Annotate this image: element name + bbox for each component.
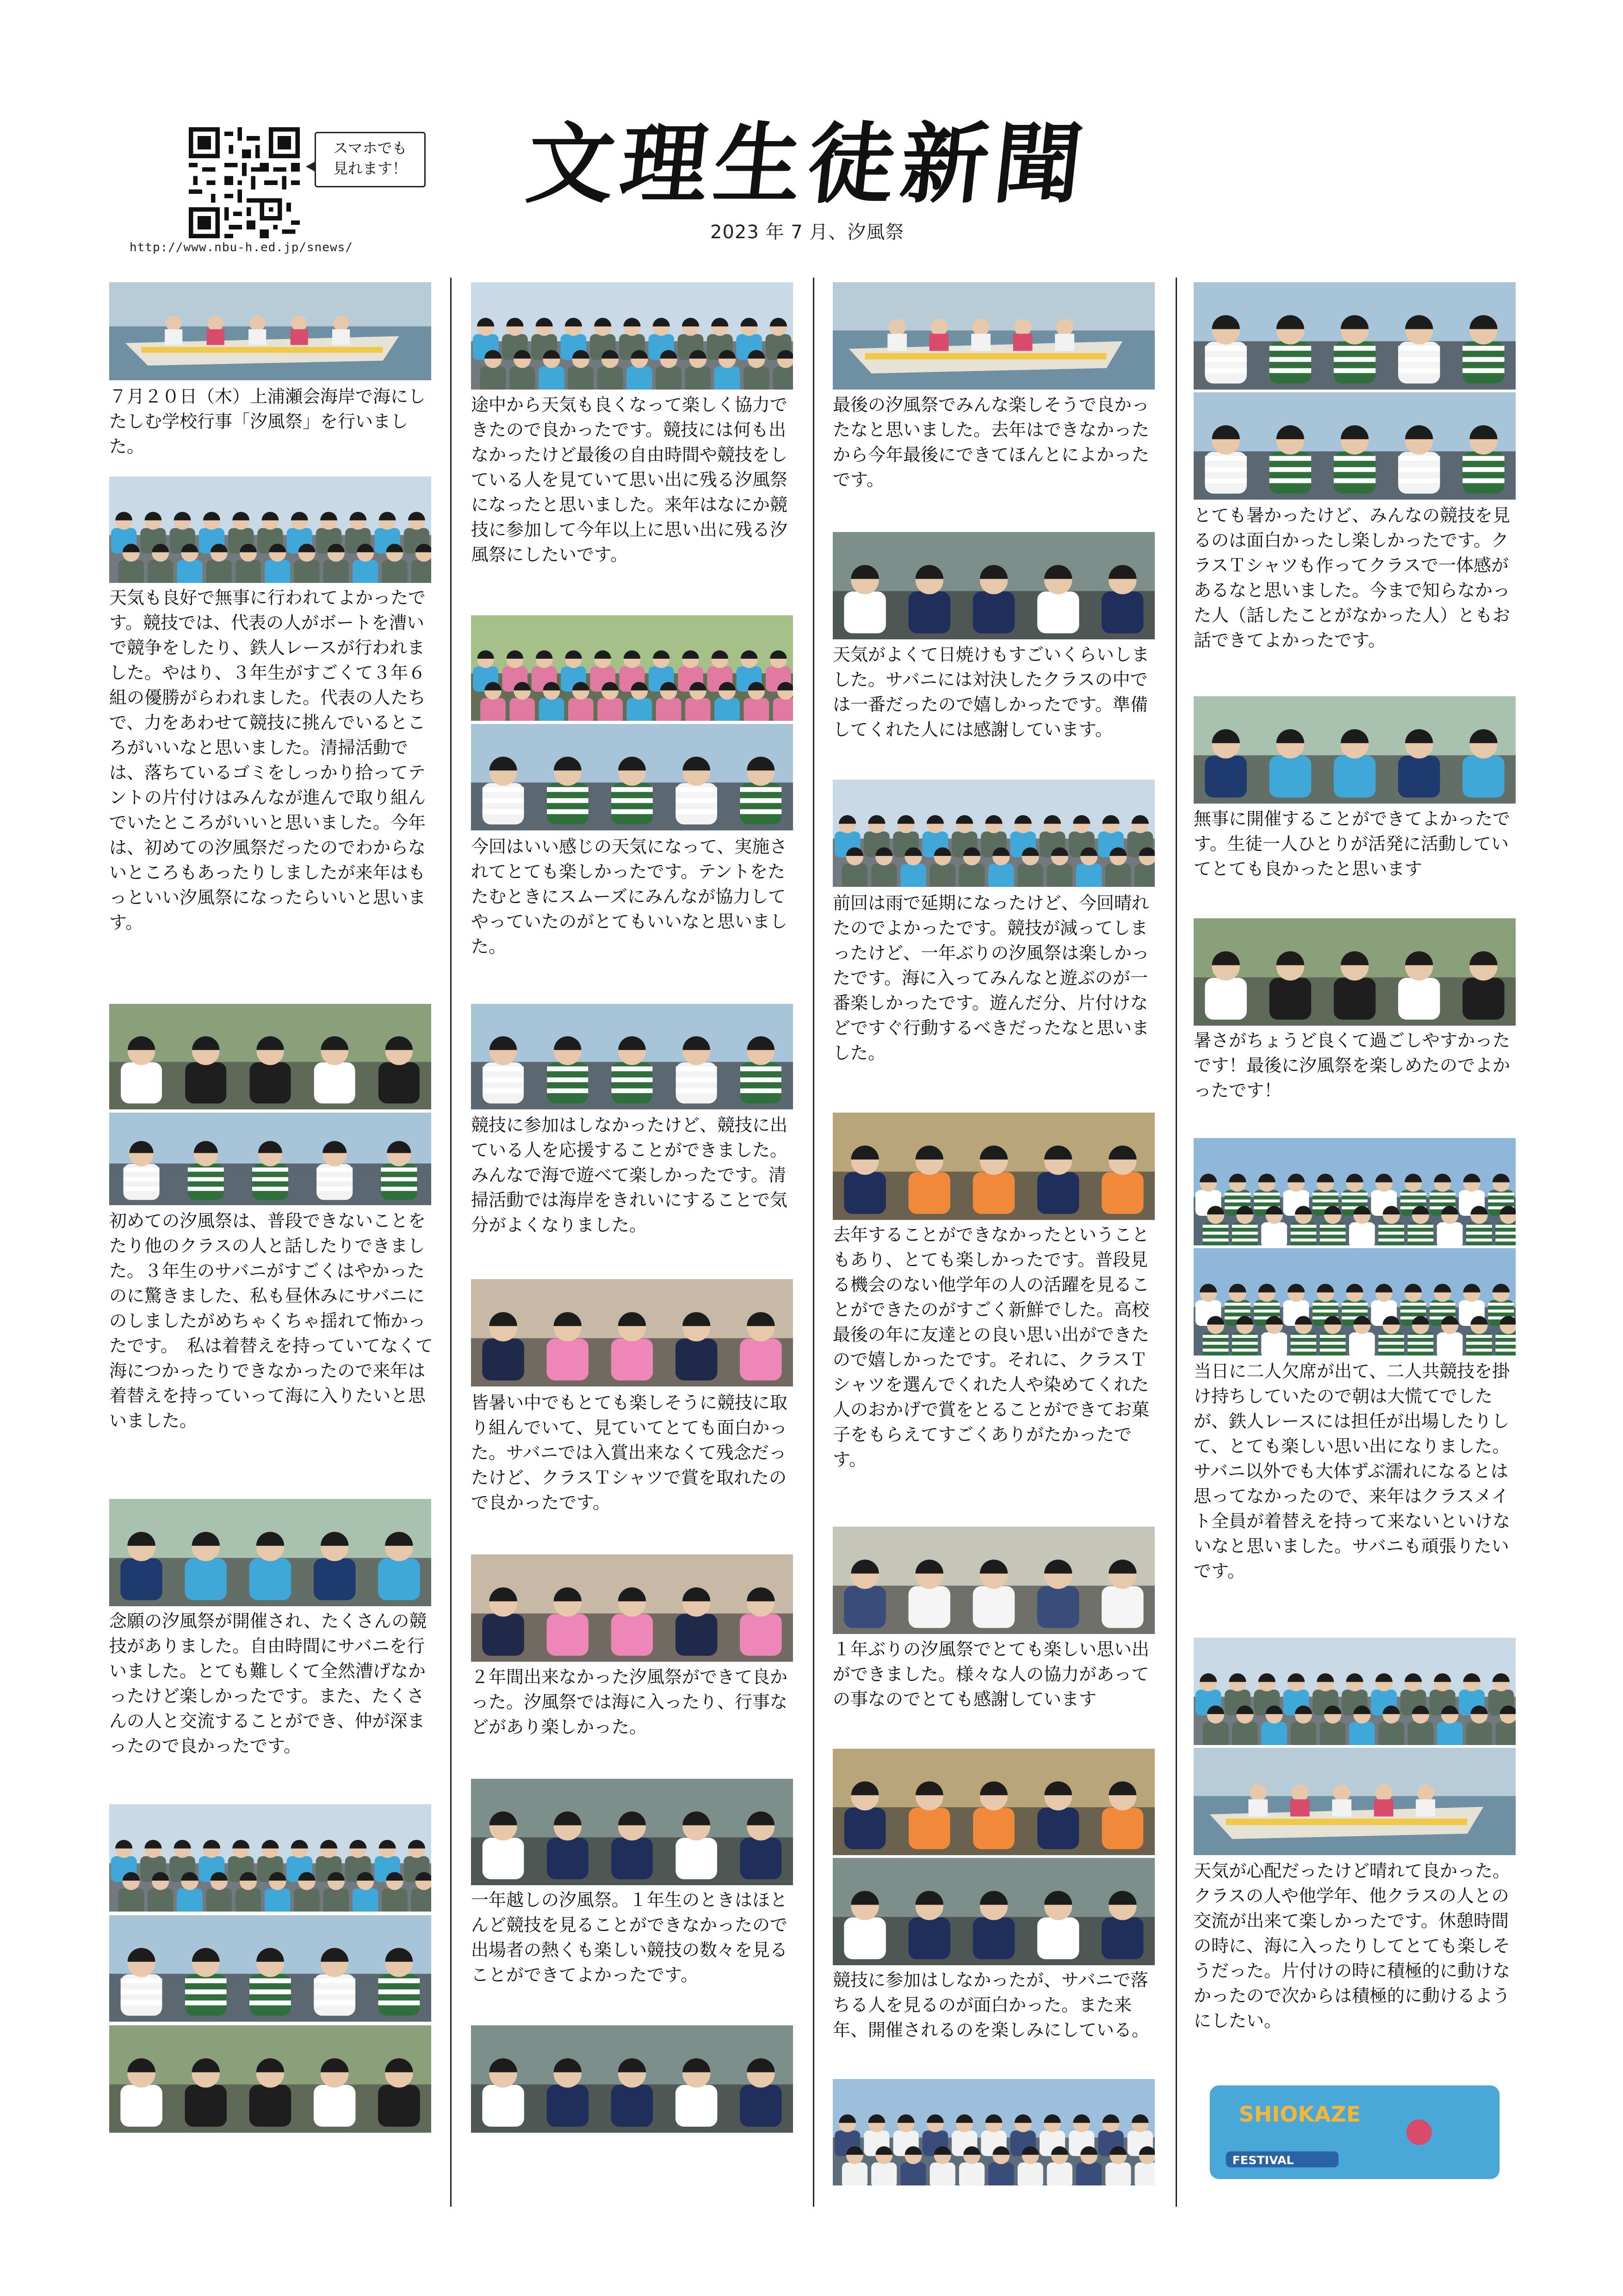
article-text: 天気がよくて日焼けもすごいくらいしました。サバニには対決したクラスの中では一番だったので嬉しかったです。準備してくれた人には感謝しています。 <box>833 644 1150 740</box>
issue-subtitle: 2023 年 7 月、汐風祭 <box>710 222 904 243</box>
photo-students <box>471 724 793 830</box>
photo-students <box>833 780 1155 887</box>
article-text: 当日に二人欠席が出て、二人共競技を掛け持ちしていたので朝は大慌てでしたが、鉄人レースには担任が出場したりして、とても楽しい思い出になりました。サバニ以外でも大体ずぶ濡れになるとは思ってなかったので、来年はクラスメイト全員が着替えを持って来ないといけないなと思いました。サバニも頑張りたいです。 <box>1194 1361 1511 1581</box>
photo-students <box>833 532 1155 639</box>
article-text: 天気も良好で無事に行われてよかったです。競技では、代表の人がボートを漕いで競争をしたり、鉄人レースが行われました。やはり、３年生がすごくて３年６組の優勝がらわれました。代表の人たちで、力をあわせて競技に挑んでいるところがいいなと思いました。清掃活動では、落ちているゴミをしっかり拾ってテントの片付けはみんなが進んで取り組んでいたところがいいと思いました。今年は、初めての汐風祭だったのでわからないところもあったりしましたが来年はもっといい汐風祭になったらいいと思います。 <box>109 588 426 933</box>
photo-image <box>833 1858 1155 1965</box>
photo-image <box>109 282 431 380</box>
photo-students <box>109 1004 431 1109</box>
photo-image <box>471 2025 793 2133</box>
photo-boat-race <box>1194 1748 1516 1855</box>
photo-image <box>109 477 431 583</box>
photo-image <box>1194 1748 1516 1855</box>
photo-image <box>1194 918 1516 1026</box>
column-divider <box>1176 278 1177 2207</box>
photo-image <box>1194 696 1516 804</box>
photo-students <box>1194 918 1516 1026</box>
photo-boat-race <box>833 282 1155 390</box>
photo-image <box>471 615 793 721</box>
photo-students <box>833 1113 1155 1220</box>
column-divider <box>450 278 452 2207</box>
photo-image <box>833 1527 1155 1634</box>
article-text: 初めての汐風祭は、普段できないことをたり他のクラスの人と話したりできました。３年生のサバニがすごくはやかったのに驚きました、私も昼休みにサバニにのしましたがめちゃくちゃ揺れて怖かったです。 私は着替えを持っていてなくて海につかったりできなかったので来年は着替えを持っていって海に入りたいと思いました。 <box>109 1211 433 1431</box>
article-text: 暑さがちょうど良くて過ごしやすかったです！最後に汐風祭を楽しめたのでよかったです！ <box>1194 1030 1511 1101</box>
photo-students <box>471 1554 793 1662</box>
photo-students <box>1194 1248 1516 1355</box>
photo-students <box>109 1499 431 1606</box>
photo-image <box>833 2079 1155 2185</box>
qr-url[interactable]: http://www.nbu-h.ed.jp/snews/ <box>130 241 353 254</box>
photo-image <box>833 1749 1155 1855</box>
article-text: 無事に開催することができてよかったです。生徒一人ひとりが活発に活動していてとても良かったと思います <box>1194 809 1511 879</box>
article-text: 皆暑い中でもとても楽しそうに競技に取り組んでいて、見ていてとても面白かった。サバニでは入賞出来なくて残念だったけど、クラスＴシャツで賞を取れたので良かったです。 <box>471 1392 788 1513</box>
photo-students <box>471 282 793 390</box>
photo-students <box>109 1915 431 2022</box>
photo-image <box>833 282 1155 390</box>
photo-image <box>109 1004 431 1109</box>
photo-students <box>1194 282 1516 390</box>
photo-image <box>833 1113 1155 1220</box>
photo-image <box>109 2025 431 2133</box>
photo-image <box>833 780 1155 887</box>
photo-students <box>833 1858 1155 1965</box>
photo-students <box>471 1779 793 1885</box>
photo-students <box>109 1113 431 1205</box>
photo-students <box>109 2025 431 2133</box>
article-text: とても暑かったけど、みんなの競技を見るのは面白かったし楽しかったです。クラスＴシャツも作ってクラスで一体感があるなと思いました。今まで知らなかった人（話したことがなかった人）ともお話できてよかったです。 <box>1194 505 1511 650</box>
article-text: 一年越しの汐風祭。１年生のときはほとんど競技を見ることができなかったので出場者の熱くも楽しい競技の数々を見ることができてよかったです。 <box>471 1890 788 1985</box>
photo-image <box>833 532 1155 639</box>
banner-sign-text: SHIOKAZE <box>1239 2102 1361 2127</box>
photo-students <box>1194 1138 1516 1245</box>
photo-students <box>833 1527 1155 1634</box>
photo-students <box>833 2079 1155 2185</box>
photo-students <box>471 1004 793 1109</box>
article-text: 前回は雨で延期になったけど、今回晴れたのでよかったです。競技が減ってしまったけど、一年ぶりの汐風祭は楽しかったです。海に入ってみんなと遊ぶのが一番楽しかったです。遊んだ分、片付けなどですぐ行動するべきだったなと思いました。 <box>833 893 1150 1063</box>
article-text: 途中から天気も良くなって楽しく協力できたので良かったです。競技には何も出なかったけど最後の自由時間や競技をしている人を見ていて思い出に残る汐風祭になったと思いました。来年はなにか競技に参加して今年以上に思い出に残る汐風祭にしたいです。 <box>471 395 788 565</box>
photo-students <box>109 1804 431 1912</box>
qr-speech-bubble <box>315 132 426 187</box>
article-text: ７月２０日（木）上浦瀬会海岸で海にしたしむ学校行事「汐風祭」を行いました。 <box>109 386 426 457</box>
photo-class-group <box>109 477 431 583</box>
photo-boat-race <box>109 282 431 380</box>
article-text: 天気が心配だったけど晴れて良かった。クラスの人や他学年、他クラスの人との交流が出来て楽しかったです。休憩時間の時に、海に入ったりしてとても楽しそうだった。片付けの時に積極的に動けなかったので次からは積極的に動けるようにしたい。 <box>1194 1861 1511 2031</box>
photo-image <box>471 1554 793 1662</box>
article-text: ２年間出来なかった汐風祭ができて良かった。汐風祭では海に入ったり、行事などがあり楽しかった。 <box>471 1667 788 1737</box>
photo-image <box>471 282 793 390</box>
photo-image <box>1194 1638 1516 1745</box>
photo-image <box>109 1804 431 1912</box>
article-text: 去年することができなかったということもあり、とても楽しかったです。普段見る機会のない他学年の人の活躍を見ることができたのがすごく新鮮でした。高校最後の年に友達との良い思い出ができたので嬉しかったです。それに、クラスＴシャツを選んでくれた人や染めてくれた人のおかげで賞をとることができてお菓子をもらえてすごくありがたかったです。 <box>833 1225 1150 1470</box>
photo-image <box>1194 282 1516 390</box>
photo-image <box>109 1113 431 1205</box>
photo-students <box>1194 392 1516 500</box>
photo-image <box>471 1279 793 1386</box>
newspaper-title: 文理生徒新聞 <box>522 113 1094 215</box>
photo-students <box>833 1749 1155 1855</box>
photo-image <box>1194 392 1516 500</box>
photo-image <box>109 1499 431 1606</box>
photo-image <box>471 1004 793 1109</box>
photo-students <box>471 1279 793 1386</box>
photo-image <box>471 1779 793 1885</box>
column-divider <box>813 278 814 2207</box>
photo-image <box>1194 2079 1516 2185</box>
article-text: 最後の汐風祭でみんな楽しそうで良かったなと思いました。去年はできなかったから今年最後にできてほんとによかったです。 <box>833 395 1150 490</box>
photo-students <box>1194 696 1516 804</box>
article-text: 今回はいい感じの天気になって、実施されてとても楽しかったです。テントをたたむときにスムーズにみんなが協力してやっていたのがとてもいいなと思いました。 <box>471 836 788 957</box>
photo-image <box>471 724 793 830</box>
photo-students <box>1194 1638 1516 1745</box>
banner-festival-text: FESTIVAL <box>1232 2154 1294 2167</box>
qr-code <box>189 127 300 238</box>
photo-students <box>471 2025 793 2133</box>
photo-image <box>109 1915 431 2022</box>
photo-festival-banner <box>1194 2079 1516 2185</box>
photo-students <box>471 615 793 721</box>
photo-image <box>1194 1138 1516 1245</box>
article-text: 念願の汐風祭が開催され、たくさんの競技がありました。自由時間にサバニを行いました。とても難しくて全然漕げなかったけど楽しかったです。また、たくさんの人と交流することができ、仲が深まったので良かったです。 <box>109 1611 427 1756</box>
article-text: 競技に参加はしなかったが、サバニで落ちる人を見るのが面白かった。また来年、開催されるのを楽しみにしている。 <box>833 1970 1150 2040</box>
bubble-text: スマホでも 見れます！ <box>333 139 407 177</box>
article-text: １年ぶりの汐風祭でとても楽しい思い出ができました。様々な人の協力があっての事なのでとても感謝しています <box>833 1639 1150 1709</box>
article-text: 競技に参加はしなかったけど、競技に出ている人を応援することができました。みんなで海で遊べて楽しかったです。清掃活動では海岸をきれいにすることで気分がよくなりました。 <box>471 1115 788 1235</box>
photo-image <box>1194 1248 1516 1355</box>
